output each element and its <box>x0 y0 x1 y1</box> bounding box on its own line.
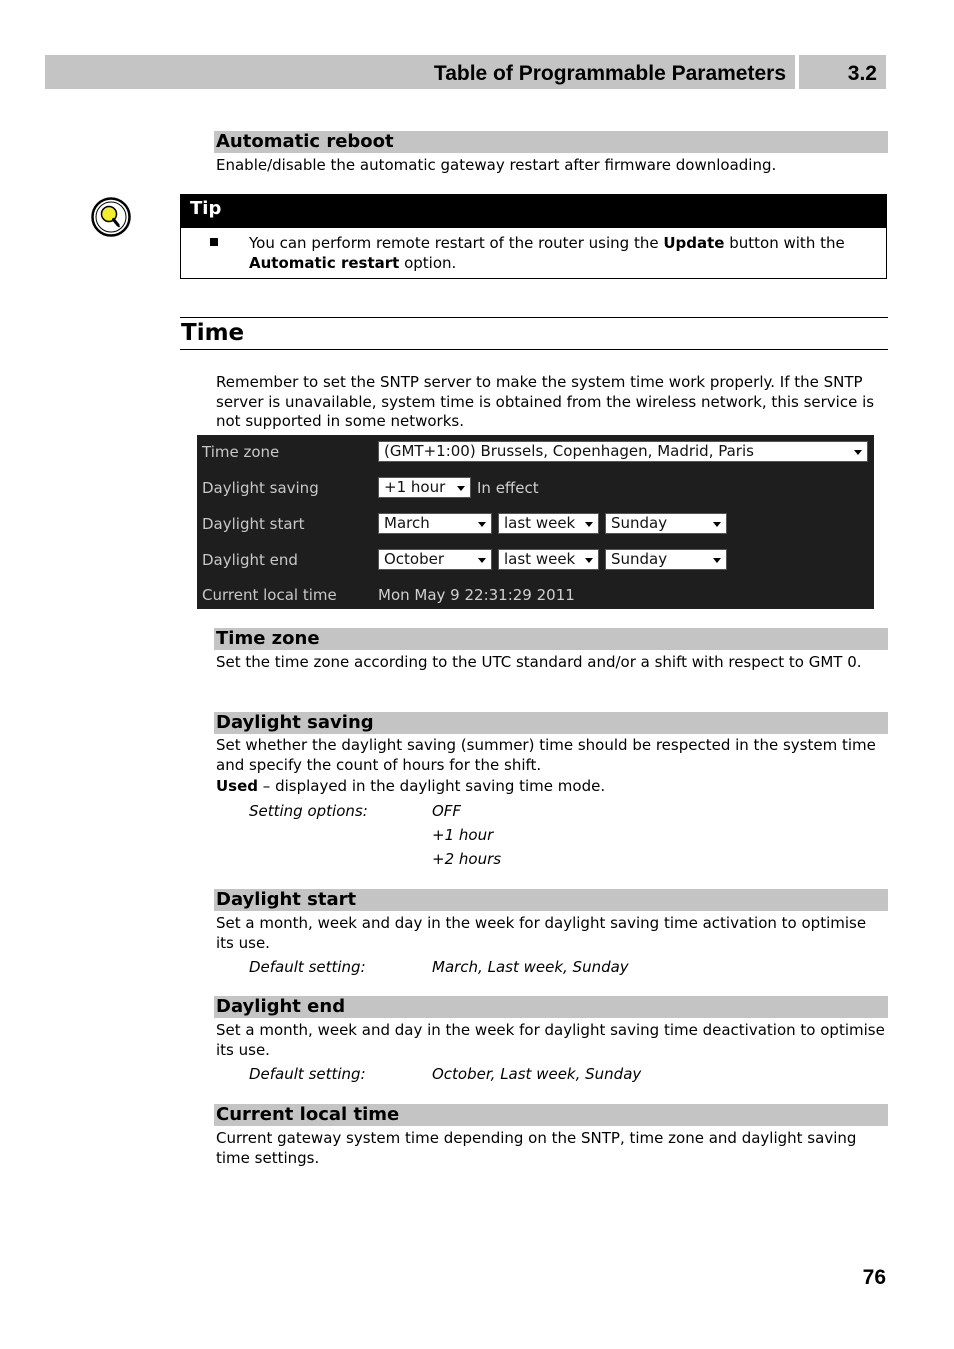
time-intro: Remember to set the SNTP server to make the system time work properly. If the SNTP server is unavailable, system time is obtained from the wireless network, this service is not supported in some networks. <box>216 373 875 430</box>
chevron-down-icon <box>585 558 593 563</box>
in-effect-status: In effect <box>477 479 539 497</box>
chevron-down-icon <box>478 522 486 527</box>
daylight-end-description: Set a month, week and day in the week for daylight saving time deactivation to optimise its use. <box>216 1021 885 1059</box>
daylight-saving-title: Daylight saving <box>216 712 374 733</box>
daylight-end-week-select[interactable] <box>498 549 599 570</box>
daylight-start-title: Daylight start <box>216 889 357 910</box>
daylight-start-day-value: Sunday <box>611 514 668 532</box>
daylight-saving-description: Set whether the daylight saving (summer) time should be respected in the system time and specify the count of hours for the shift. <box>216 736 876 774</box>
time-zone-select[interactable] <box>378 441 868 462</box>
time-zone-title: Time zone <box>216 628 320 649</box>
setting-option-1-hour: +1 hour <box>432 826 494 844</box>
page-number: 76 <box>862 1266 886 1289</box>
daylight-start-label: Daylight start <box>202 515 305 533</box>
daylight-start-week-select[interactable] <box>498 513 599 534</box>
daylight-end-day-value: Sunday <box>611 550 668 568</box>
current-local-time-label: Current local time <box>202 586 337 604</box>
current-local-time-value: Mon May 9 22:31:29 2011 <box>378 586 575 604</box>
daylight-end-title: Daylight end <box>216 996 346 1017</box>
tip-text: You can perform remote restart of the router using the Update button with the Automatic restart option. <box>249 234 845 272</box>
daylight-saving-label: Daylight saving <box>202 479 319 497</box>
chevron-down-icon <box>713 522 721 527</box>
time-zone-description: Set the time zone according to the UTC standard and/or a shift with respect to GMT 0. <box>216 653 862 671</box>
automatic-reboot-title: Automatic reboot <box>216 131 394 152</box>
daylight-end-default-value: October, Last week, Sunday <box>432 1065 642 1083</box>
page-header-section-number: 3.2 <box>847 62 877 85</box>
daylight-end-label: Daylight end <box>202 551 298 569</box>
daylight-start-month-select[interactable] <box>378 513 492 534</box>
time-zone-select-value: (GMT+1:00) Brussels, Copenhagen, Madrid, Paris <box>384 442 754 460</box>
time-heading: Time <box>181 320 245 346</box>
chevron-down-icon <box>713 558 721 563</box>
daylight-end-month-select[interactable] <box>378 549 492 570</box>
chevron-down-icon <box>585 522 593 527</box>
daylight-start-day-select[interactable] <box>605 513 727 534</box>
daylight-end-month-value: October <box>384 550 445 568</box>
daylight-start-default-value: March, Last week, Sunday <box>432 958 629 976</box>
current-local-time-description: Current gateway system time depending on the SNTP, time zone and daylight saving time settings. <box>216 1129 857 1167</box>
daylight-start-week-value: last week <box>504 514 576 532</box>
daylight-end-day-select[interactable] <box>605 549 727 570</box>
time-heading-rule-bottom <box>180 349 888 350</box>
daylight-saving-used: Used – displayed in the daylight saving time mode. <box>216 777 606 795</box>
automatic-reboot-description: Enable/disable the automatic gateway restart after firmware downloading. <box>216 156 777 174</box>
tip-header <box>181 195 886 228</box>
daylight-end-default-label: Default setting: <box>249 1065 366 1083</box>
setting-option-off: OFF <box>432 802 462 820</box>
current-local-time-title: Current local time <box>216 1104 400 1125</box>
daylight-start-default-label: Default setting: <box>249 958 366 976</box>
lightbulb-icon <box>91 197 131 237</box>
setting-option-2-hours: +2 hours <box>432 850 502 868</box>
chevron-down-icon <box>478 558 486 563</box>
bullet-icon <box>210 238 218 246</box>
time-zone-label: Time zone <box>202 443 280 461</box>
daylight-start-month-value: March <box>384 514 430 532</box>
daylight-start-description: Set a month, week and day in the week for daylight saving time activation to optimise its use. <box>216 914 867 952</box>
daylight-saving-select-value: +1 hour <box>384 478 446 496</box>
daylight-saving-select[interactable] <box>378 477 471 498</box>
chevron-down-icon <box>457 486 465 491</box>
setting-options-label: Setting options: <box>249 802 368 820</box>
time-heading-rule-top <box>180 317 888 318</box>
daylight-end-week-value: last week <box>504 550 576 568</box>
chevron-down-icon <box>854 450 862 455</box>
tip-title: Tip <box>190 198 222 219</box>
page-header-title: Table of Programmable Parameters <box>433 62 786 85</box>
